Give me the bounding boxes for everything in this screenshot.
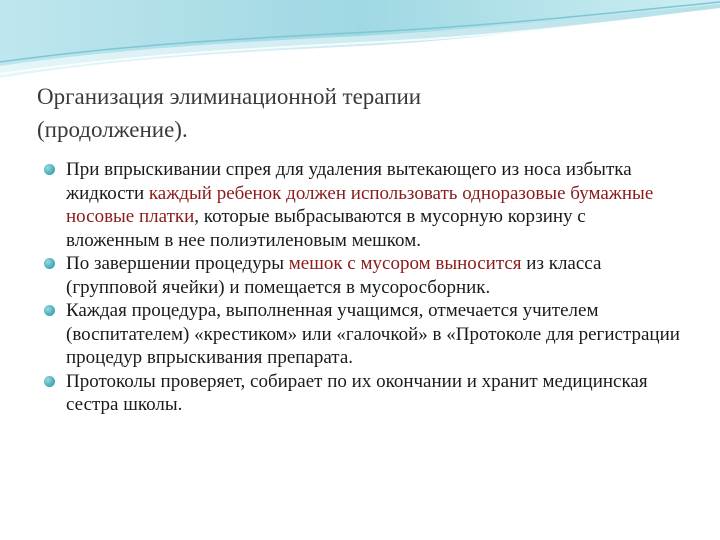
bullet-text: , которые выбрасываются в мусорную корзину с вложенным в нее полиэтиленовым мешком. (66, 206, 586, 251)
bullet-item (44, 252, 684, 299)
bullet-text: При впрыскивании спрея для удаления вытекающего из носа избытка жидкости (66, 159, 632, 204)
bullet-dot-icon (44, 305, 55, 316)
bullet-dot-icon (44, 258, 55, 269)
bullet-dot-icon (44, 164, 55, 175)
title-line-2: (продолжение). (37, 117, 188, 142)
highlighted-text: мешок с мусором выносится (288, 253, 522, 274)
bullet-item (44, 158, 684, 252)
decorative-wave-header (0, 0, 720, 90)
bullet-list (44, 158, 684, 417)
slide-title (37, 80, 677, 146)
highlighted-text: каждый ребенок должен использовать одноразовые бумажные носовые платки (66, 182, 654, 227)
bullet-item (44, 370, 684, 417)
bullet-text: Протоколы проверяет, собирает по их окончании и хранит медицинская сестра школы. (66, 370, 648, 415)
bullet-text: из класса (групповой ячейки) и помещается в мусоросборник. (66, 253, 602, 298)
bullet-item (44, 299, 684, 370)
title-line-1: Организация элиминационной терапии (37, 84, 422, 109)
bullet-text: По завершении процедуры (66, 253, 289, 274)
bullet-text: Каждая процедура, выполненная учащимся, отмечается учителем (воспитателем) «крестиком» или «галочкой» в «Протоколе для регистрации процедур впрыскивания препарата. (66, 300, 680, 368)
bullet-dot-icon (44, 376, 55, 387)
